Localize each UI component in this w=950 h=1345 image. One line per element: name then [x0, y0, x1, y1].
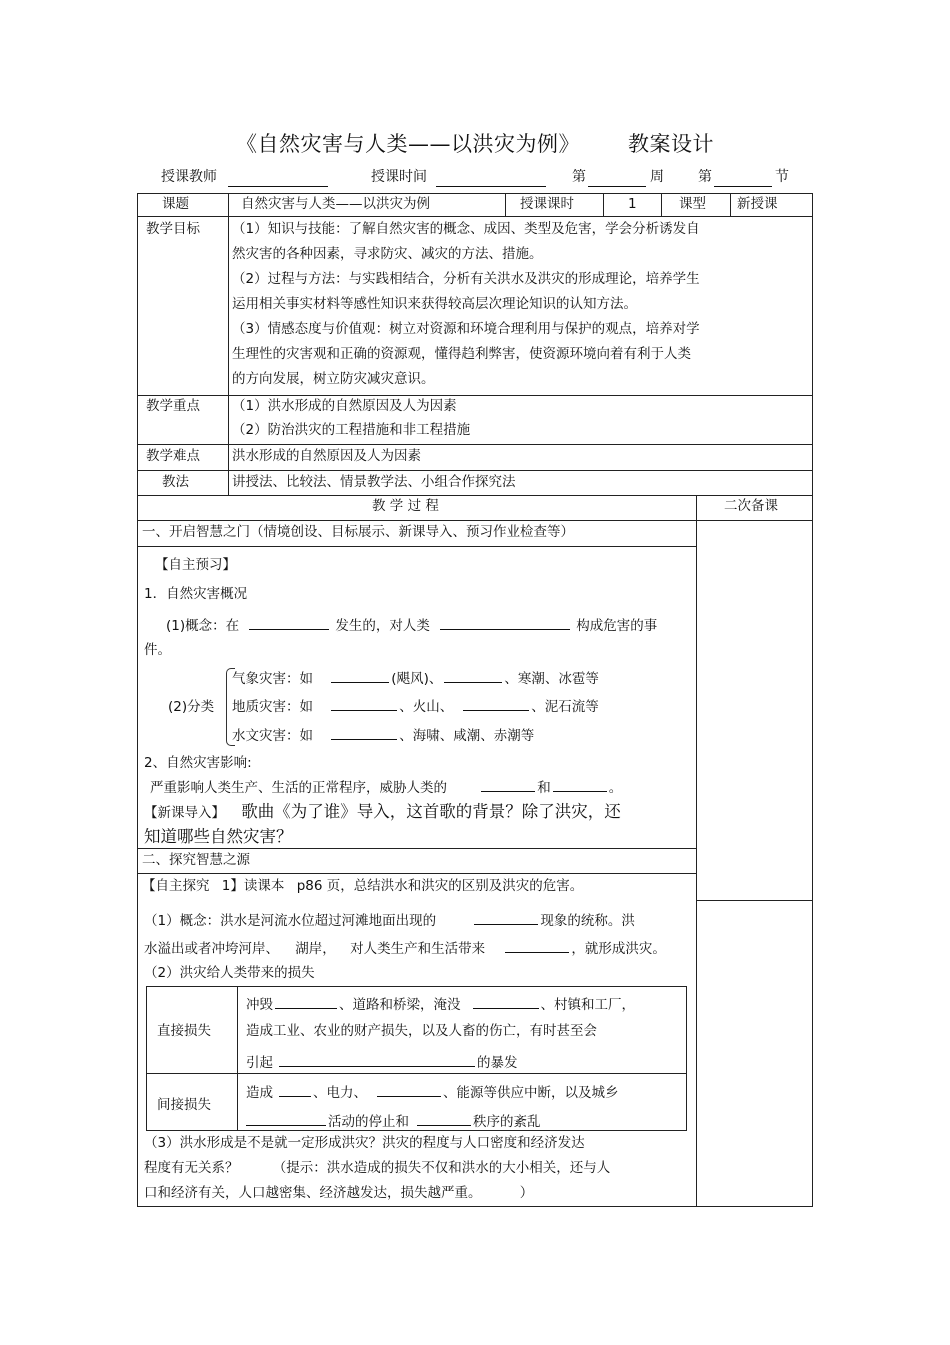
- section-blank: [714, 186, 772, 187]
- weather-part: 气象灾害：如: [232, 671, 313, 687]
- type-label: 课型: [679, 196, 706, 212]
- item1-heading: 1．自然灾害概况: [144, 586, 248, 602]
- fill-blank[interactable]: [463, 698, 529, 711]
- q3-line: [144, 1162, 610, 1176]
- weather-line: [232, 670, 599, 687]
- direct-line: 造成工业、农业的财产损失，以及人畜的伤亡，有时甚至会: [246, 1023, 597, 1039]
- part1-title: 一、开启智慧之门（情境创设、目标展示、新课导入、预习作业检查等）: [142, 524, 574, 540]
- page-title: [0, 128, 950, 158]
- flood-part: ，就形成洪灾。: [571, 941, 666, 957]
- q3-line: （3）洪水形成是不是就一定形成洪灾？洪灾的程度与人口密度和经济发达: [144, 1135, 585, 1151]
- methods-label: 教法: [162, 474, 189, 490]
- intro-tag: 【新课导入】: [144, 805, 225, 821]
- goals-label: 教学目标: [146, 221, 200, 237]
- fill-blank[interactable]: [444, 670, 502, 683]
- weather-part: (飓风)、: [391, 671, 443, 687]
- q3-part: （提示：洪水造成的损失不仅和洪水的大小相关，还与人: [272, 1160, 611, 1176]
- fill-blank[interactable]: [249, 617, 329, 630]
- fill-blank[interactable]: [474, 912, 538, 925]
- q3-part: 程度有无关系？: [144, 1160, 239, 1176]
- fill-blank[interactable]: [505, 940, 569, 953]
- fill-blank[interactable]: [440, 617, 570, 630]
- intro-text: 知道哪些自然灾害？: [144, 827, 293, 846]
- fill-blank[interactable]: [279, 1054, 475, 1067]
- concept-line: [166, 617, 657, 634]
- flood-part: 水溢出或者冲垮河岸、: [144, 941, 279, 957]
- title-suffix: 教案设计: [628, 132, 714, 156]
- q3-line: [144, 1187, 533, 1201]
- section-label: 节: [775, 169, 789, 185]
- fill-blank[interactable]: [275, 996, 337, 1009]
- geo-part: 、火山、: [399, 699, 454, 715]
- key-points-label: 教学重点: [146, 398, 200, 414]
- fill-blank[interactable]: [553, 779, 607, 792]
- indirect-line: [246, 1113, 541, 1130]
- explore-line: [142, 880, 583, 894]
- fill-blank[interactable]: [417, 1113, 471, 1126]
- flood-part: 湖岸，: [295, 941, 336, 957]
- direct-part: 引起: [246, 1055, 273, 1071]
- hydro-line: [232, 727, 534, 744]
- item2-heading: 2、自然灾害影响:: [144, 755, 252, 771]
- self-preview-tag: 【自主预习】: [155, 557, 236, 573]
- indirect-loss-label: 间接损失: [157, 1097, 211, 1113]
- goals-line: 的方向发展，树立防灾减灾意识。: [232, 371, 435, 387]
- concept-end: 件。: [144, 642, 171, 658]
- hours-value: 1: [628, 196, 637, 212]
- geo-part: 地质灾害：如: [232, 699, 313, 715]
- key-point-item: （2）防治洪灾的工程措施和非工程措施: [232, 422, 471, 438]
- q3-part: 口和经济有关，人口越密集、经济越发达，损失越严重。: [144, 1185, 482, 1201]
- impact-part: 。: [608, 780, 623, 796]
- week-label: 周: [650, 169, 664, 185]
- indirect-part: 秩序的紊乱: [473, 1114, 541, 1130]
- flood-part: （1）概念：洪水是河流水位超过河滩地面出现的: [144, 913, 437, 929]
- title-main: 《自然灾害与人类——以洪灾为例》: [236, 132, 580, 156]
- explore-part: p86 页，总结洪水和洪灾的区别及洪灾的危害。: [296, 878, 584, 894]
- week-prefix: 第: [572, 169, 586, 185]
- flood-concept-line: [144, 912, 635, 929]
- hydro-part: 、海啸、咸潮、赤潮等: [399, 728, 535, 744]
- explore-part: 1】读课本: [221, 878, 285, 894]
- loss-title: （2）洪灾给人类带来的损失: [144, 965, 315, 981]
- impact-line: [150, 779, 622, 796]
- concept-part: (1)概念：在: [166, 618, 240, 634]
- direct-part: 、村镇和工厂，: [540, 997, 635, 1013]
- goals-line: 运用相关事实材料等感性知识来获得较高层次理论知识的认知方法。: [232, 296, 637, 312]
- difficulty-label: 教学难点: [146, 448, 200, 464]
- side-header: 二次备课: [724, 498, 778, 514]
- q3-part: ）: [519, 1185, 534, 1201]
- geo-line: [232, 698, 599, 715]
- flood-part: 现象的统称。洪: [540, 913, 635, 929]
- goals-line: （1）知识与技能：了解自然灾害的概念、成因、类型及危害，学会分析诱发自: [232, 221, 700, 237]
- hydro-part: 水文灾害：如: [232, 728, 313, 744]
- weather-part: 、寒潮、冰雹等: [504, 671, 599, 687]
- week-blank: [588, 186, 646, 187]
- indirect-part: 、能源等供应中断，以及城乡: [443, 1085, 619, 1101]
- time-label: 授课时间: [371, 169, 427, 185]
- indirect-part: 造成: [246, 1085, 273, 1101]
- fill-blank[interactable]: [331, 670, 389, 683]
- direct-part: 、道路和桥梁，淹没: [339, 997, 461, 1013]
- topic-value: 自然灾害与人类——以洪灾为例: [241, 196, 430, 212]
- direct-loss-label: 直接损失: [157, 1023, 211, 1039]
- type-value: 新授课: [737, 196, 778, 212]
- direct-line: [246, 1054, 518, 1071]
- impact-part: 严重影响人类生产、生活的正常程序，威胁人类的: [150, 780, 447, 796]
- methods-text: 讲授法、比较法、情景教学法、小组合作探究法: [232, 474, 516, 490]
- teacher-label: 授课教师: [161, 169, 217, 185]
- goals-line: 然灾害的各种因素，寻求防灾、减灾的方法、措施。: [232, 246, 543, 262]
- fill-blank[interactable]: [246, 1113, 326, 1126]
- part2-title: 二、探究智慧之源: [142, 852, 250, 868]
- flood-concept-line: [144, 940, 666, 957]
- difficulty-text: 洪水形成的自然原因及人为因素: [232, 448, 421, 464]
- fill-blank[interactable]: [377, 1084, 441, 1097]
- impact-part: 和: [537, 780, 551, 796]
- process-header: 教 学 过 程: [372, 498, 439, 514]
- concept-part: 发生的，对人类: [335, 618, 430, 634]
- geo-part: 、泥石流等: [531, 699, 599, 715]
- direct-part: 的暴发: [477, 1055, 518, 1071]
- goals-line: （3）情感态度与价值观：树立对资源和环境合理利用与保护的观点，培养对学: [232, 321, 700, 337]
- topic-label: 课题: [162, 196, 189, 212]
- explore-part: 【自主探究: [142, 878, 210, 894]
- fill-blank[interactable]: [331, 727, 397, 740]
- section-prefix: 第: [698, 169, 712, 185]
- concept-part: 构成危害的事: [576, 618, 658, 634]
- intro-text: 歌曲《为了谁》导入，这首歌的背景？除了洪灾，还: [241, 802, 621, 821]
- direct-line: [246, 996, 635, 1013]
- indirect-part: 活动的停止和: [328, 1114, 409, 1130]
- classify-label: (2)分类: [168, 699, 215, 715]
- indirect-line: [246, 1084, 619, 1101]
- intro-line: [144, 804, 621, 821]
- fill-blank[interactable]: [473, 996, 539, 1009]
- goals-line: （2）过程与方法：与实践相结合，分析有关洪水及洪灾的形成理论，培养学生: [232, 271, 700, 287]
- goals-line: 生理性的灾害观和正确的资源观，懂得趋利弊害，使资源环境向着有利于人类: [232, 346, 691, 362]
- indirect-part: 、电力、: [313, 1085, 367, 1101]
- direct-part: 冲毁: [246, 997, 273, 1013]
- fill-blank[interactable]: [331, 698, 397, 711]
- flood-part: 对人类生产和生活带来: [350, 941, 486, 957]
- time-blank: [436, 186, 546, 187]
- hours-label: 授课课时: [520, 196, 574, 212]
- fill-blank[interactable]: [279, 1084, 311, 1097]
- teacher-blank: [228, 186, 328, 187]
- fill-blank[interactable]: [481, 779, 535, 792]
- key-point-item: （1）洪水形成的自然原因及人为因素: [232, 398, 457, 414]
